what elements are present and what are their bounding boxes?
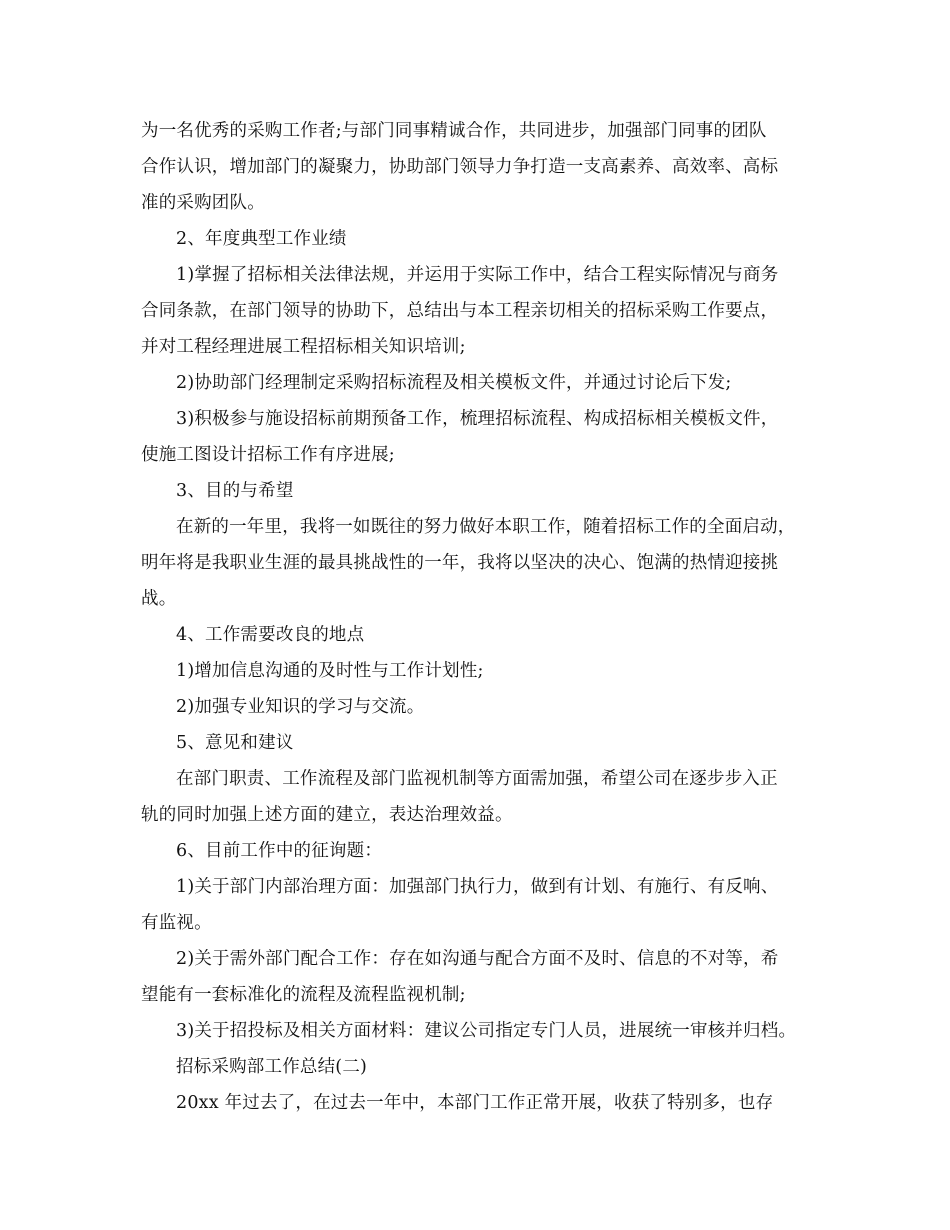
paragraph-line: 1)掌握了招标相关法律法规，并运用于实际工作中，结合工程实际情况与商务 [176,265,779,285]
section-heading: 4、工作需要改良的地点 [176,625,365,645]
paragraph-line: 使施工图设计招标工作有序进展; [141,445,395,465]
paragraph-line: 20xx 年过去了，在过去一年中，本部门工作正常开展，收获了特别多，也存 [176,1093,774,1113]
paragraph-line: 1)增加信息沟通的及时性与工作计划性; [176,661,484,681]
paragraph-line: 2)加强专业知识的学习与交流。 [176,697,425,717]
paragraph-line: 3)关于招投标及相关方面材料：建议公司指定专门人员，进展统一审核并归档。 [176,1021,797,1041]
paragraph-line: 轨的同时加强上述方面的建立，表达治理效益。 [141,805,513,825]
section-heading: 3、目的与希望 [176,481,294,501]
paragraph-line: 在部门职责、工作流程及部门监视机制等方面需加强，希望公司在逐步步入正 [176,769,778,789]
paragraph-line: 为一名优秀的采购工作者;与部门同事精诚合作，共同进步，加强部门同事的团队 [141,121,767,141]
section-heading: 6、目前工作中的征询题： [176,841,383,861]
section-heading: 2、年度典型工作业绩 [176,229,347,249]
paragraph-line: 明年将是我职业生涯的最具挑战性的一年，我将以坚决的决心、饱满的热情迎接挑 [141,553,779,573]
section-title: 招标采购部工作总结(二) [176,1057,368,1077]
paragraph-line: 在新的一年里，我将一如既往的努力做好本职工作，随着招标工作的全面启动， [176,517,796,537]
paragraph-line: 战。 [141,589,177,609]
section-heading: 5、意见和建议 [176,733,294,753]
paragraph-line: 望能有一套标准化的流程及流程监视机制; [141,985,466,1005]
paragraph-line: 合作认识，增加部门的凝聚力，协助部门领导力争打造一支高素养、高效率、高标 [141,157,779,177]
paragraph-line: 准的采购团队。 [141,193,265,213]
paragraph-line: 并对工程经理进展工程招标相关知识培训; [141,337,466,357]
paragraph-line: 2)协助部门经理制定采购招标流程及相关模板文件，并通过讨论后下发; [176,373,732,393]
paragraph-line: 3)积极参与施设招标前期预备工作，梳理招标流程、构成招标相关模板文件， [176,409,779,429]
paragraph-line: 2)关于需外部门配合工作：存在如沟通与配合方面不及时、信息的不对等，希 [176,949,779,969]
paragraph-line: 有监视。 [141,913,212,933]
paragraph-line: 合同条款，在部门领导的协助下，总结出与本工程亲切相关的招标采购工作要点， [141,301,779,321]
paragraph-line: 1)关于部门内部治理方面：加强部门执行力，做到有计划、有施行、有反响、 [176,877,779,897]
